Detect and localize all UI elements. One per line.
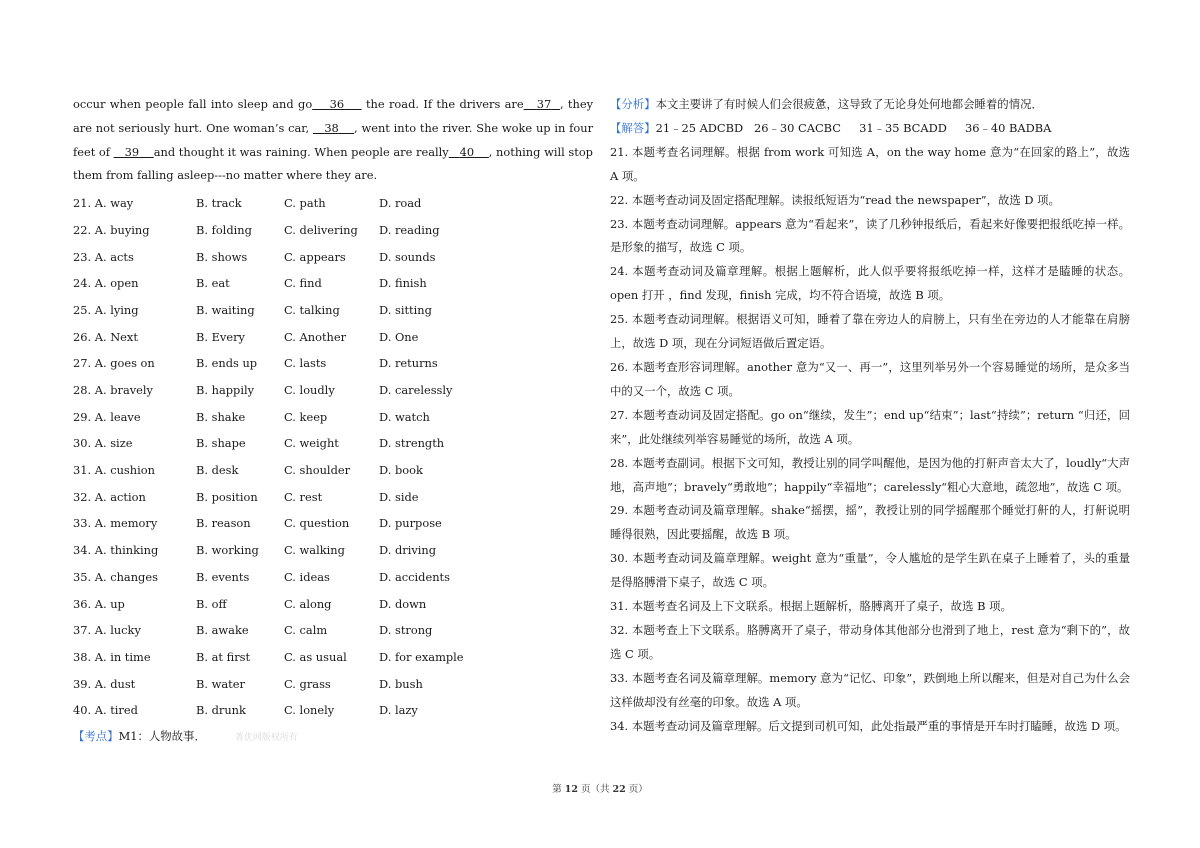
blank-40 <box>449 145 460 159</box>
option-row <box>73 297 593 324</box>
option-row <box>73 190 593 217</box>
option-b: B. shape <box>196 436 246 451</box>
option-row <box>73 350 593 377</box>
option-row <box>73 697 593 724</box>
option-b: B. off <box>196 596 227 611</box>
option-c: C. as usual <box>284 649 347 664</box>
option-d: D. carelessly <box>379 383 453 397</box>
option-row <box>73 564 593 591</box>
footer-suffix: 页） <box>625 784 648 795</box>
option-b: B. at first <box>196 649 251 664</box>
left-column <box>73 93 593 750</box>
blank-38 <box>313 121 324 135</box>
blank-37-number: 37 <box>536 97 552 111</box>
option-d: D. strength <box>379 436 445 451</box>
explanation-item: 24. 本题考查动词及篇章理解。根据上题解析，此人似乎要将报纸吃掉一样，这样才是瞌睡的状态。open 打开 ，find 发现，finish 完成，均不符合语境，故选 B 项。 <box>610 264 1130 303</box>
option-b: B. awake <box>196 623 249 638</box>
explanation-item: 33. 本题考查名词及篇章理解。memory 意为“记忆、印象”，跌倒地上所以醒来，但是对自己为什么会这样做却没有丝毫的印象。故选 A 项。 <box>610 670 1130 709</box>
passage-text: , nothing will stop them from falling asleep---no matter where they are. <box>73 144 593 183</box>
explanation-item: 30. 本题考查动词及篇章理解。weight 意为“重量”，令人尴尬的是学生趴在桌子上睡着了，头的重量是得胳膊滑下桌子，故选 C 项。 <box>610 551 1130 590</box>
option-c: C. Another <box>284 329 347 344</box>
blank-40-number: 40 <box>459 144 475 159</box>
option-b: B. waiting <box>196 302 255 317</box>
option-d: D. finish <box>379 276 427 291</box>
analysis-tag: 【分析】 <box>610 97 656 111</box>
option-row <box>73 377 593 404</box>
option-a: 32. A. action <box>73 489 146 504</box>
option-d: D. road <box>379 196 422 211</box>
option-b: B. ends up <box>196 356 258 371</box>
blank-36 <box>312 97 329 111</box>
option-b: B. happily <box>196 383 255 397</box>
explanation-item: 27. 本题考查动词及固定搭配。go on“继续，发生”；end up“结束”；last“持续”；return “归还，回来”，此处继续列举容易睡觉的场所，故选 A 项。 <box>610 407 1130 446</box>
cloze-passage <box>73 93 593 188</box>
passage-text: occur when people fall into sleep and go <box>73 97 313 111</box>
answer-key: 21﹣25 ADCBD 26﹣30 CACBC 31﹣35 BCADD 36﹣40 BADBA <box>655 120 1052 135</box>
option-c: C. find <box>284 276 322 291</box>
option-d: D. driving <box>379 543 437 558</box>
explanation-item: 21. 本题考查名词理解。根据 from work 可知选 A，on the way home 意为“在回家的路上”，故选 A 项。 <box>610 144 1130 183</box>
footer-prefix: 第 <box>552 784 565 795</box>
option-a: 23. A. acts <box>73 249 134 264</box>
option-d: D. One <box>379 329 419 344</box>
option-c: C. lasts <box>284 356 327 371</box>
blank-39-tail <box>139 145 154 159</box>
option-d: D. purpose <box>379 516 442 531</box>
option-a: 34. A. thinking <box>73 543 159 558</box>
option-d: D. for example <box>379 649 464 664</box>
option-c: C. delivering <box>284 222 358 237</box>
option-a: 35. A. changes <box>73 569 158 584</box>
option-b: B. Every <box>196 329 245 344</box>
explanation-item: 25. 本题考查动词理解。根据语义可知，睡着了靠在旁边人的肩膀上，只有坐在旁边的人才能靠在肩膀上，故选 D 项，现在分词短语做后置定语。 <box>610 312 1130 351</box>
option-c: C. path <box>284 196 326 211</box>
option-row <box>73 484 593 511</box>
kaodian-line <box>73 724 593 750</box>
answer-line <box>610 117 1130 141</box>
option-d: D. watch <box>379 409 430 424</box>
option-row <box>73 457 593 484</box>
blank-37-tail <box>551 97 560 111</box>
page-footer <box>0 781 1200 795</box>
option-a: 27. A. goes on <box>73 356 155 371</box>
analysis-line <box>610 93 1130 117</box>
option-c: C. lonely <box>284 703 335 718</box>
option-b: B. desk <box>196 463 239 478</box>
option-d: D. accidents <box>379 569 450 584</box>
option-a: 22. A. buying <box>73 222 150 237</box>
analysis-text: 本文主要讲了有时候人们会很疲惫，这导致了无论身处何地都会睡着的情况． <box>655 97 1043 111</box>
option-b: B. working <box>196 543 259 558</box>
option-c: C. weight <box>284 436 339 451</box>
option-a: 24. A. open <box>73 276 139 291</box>
watermark-text: 菁优网版权所有 <box>234 732 298 743</box>
option-row <box>73 217 593 244</box>
option-c: C. keep <box>284 409 328 424</box>
option-a: 36. A. up <box>73 596 125 611</box>
blank-39 <box>114 145 125 159</box>
option-a: 21. A. way <box>73 196 134 211</box>
option-d: D. returns <box>379 356 438 371</box>
option-c: C. walking <box>284 543 345 558</box>
page-number: 12 <box>564 784 578 795</box>
option-row <box>73 617 593 644</box>
option-a: 30. A. size <box>73 436 133 451</box>
option-d: D. reading <box>379 222 440 237</box>
explanation-item: 29. 本题考查动词及篇章理解。shake“摇摆，摇”，教授让别的同学摇醒那个睡觉打鼾的人，打鼾说明睡得很熟，因此要摇醒，故选 B 项。 <box>610 503 1130 542</box>
option-row <box>73 324 593 351</box>
option-c: C. loudly <box>284 383 335 397</box>
blank-36-tail <box>344 97 361 111</box>
explanation-item: 22. 本题考查动词及固定搭配理解。读报纸短语为“read the newspaper”，故选 D 项。 <box>610 192 1060 207</box>
option-a: 40. A. tired <box>73 703 138 718</box>
option-c: C. talking <box>284 302 340 317</box>
option-d: D. book <box>379 463 423 478</box>
option-b: B. reason <box>196 516 251 531</box>
option-b: B. track <box>196 196 242 211</box>
passage-text: and thought it was raining. When people are really <box>153 144 449 159</box>
option-d: D. strong <box>379 623 433 638</box>
option-a: 26. A. Next <box>73 329 138 344</box>
option-c: C. grass <box>284 676 331 691</box>
option-b: B. shake <box>196 409 246 424</box>
option-row <box>73 244 593 271</box>
option-c: C. appears <box>284 249 346 264</box>
passage-text: , they are not seriously hurt. One woman’s car, <box>73 97 594 135</box>
option-d: D. lazy <box>379 703 418 718</box>
option-c: C. question <box>284 516 350 531</box>
option-a: 39. A. dust <box>73 676 136 691</box>
option-c: C. rest <box>284 489 323 504</box>
page-total: 22 <box>612 784 626 795</box>
explanation-item: 28. 本题考查副词。根据下文可知，教授让别的同学叫醒他，是因为他的打鼾声音太大了，loudly“大声地，高声地”；bravely“勇敢地”；happily“幸福地”；carelessly“粗心大意地，疏忽地”，故选 C 项。 <box>610 455 1130 494</box>
explanation-item: 23. 本题考查动词理解。appears 意为“看起来”，读了几秒钟报纸后，看起来好像要把报纸吃掉一样。是形象的描写，故选 C 项。 <box>610 216 1130 255</box>
option-row <box>73 671 593 698</box>
option-c: C. along <box>284 596 332 611</box>
kaodian-text: M1：人物故事． <box>118 728 206 743</box>
option-d: D. sounds <box>379 249 436 264</box>
option-c: C. ideas <box>284 569 330 584</box>
option-c: C. calm <box>284 623 328 638</box>
passage-text: the road. If the drivers are <box>365 97 524 111</box>
blank-36-number: 36 <box>329 97 345 111</box>
blank-40-tail <box>474 145 489 159</box>
passage-text: , went into the river. She woke up in four feet of <box>73 120 594 159</box>
option-a: 29. A. leave <box>73 409 141 424</box>
option-row <box>73 404 593 431</box>
option-a: 33. A. memory <box>73 516 158 531</box>
blank-37 <box>524 97 537 111</box>
explanation-item: 31. 本题考查名词及上下文联系。根据上题解析，胳膊离开了桌子，故选 B 项。 <box>610 599 1012 614</box>
option-a: 31. A. cushion <box>73 463 155 478</box>
blank-38-number: 38 <box>324 120 339 135</box>
explanation-item: 34. 本题考查动词及篇章理解。后文提到司机可知，此处指最严重的事情是开车时打瞌睡，故选 D 项。 <box>610 718 1127 733</box>
option-row <box>73 430 593 457</box>
explanation-item: 26. 本题考查形容词理解。another 意为“又一、再一”，这里列举另外一个容易睡觉的场所，是众多当中的又一个，故选 C 项。 <box>610 359 1130 398</box>
option-a: 25. A. lying <box>73 302 139 317</box>
option-b: B. water <box>196 676 245 691</box>
blank-38-tail <box>339 121 354 135</box>
option-row <box>73 591 593 618</box>
option-row <box>73 510 593 537</box>
option-b: B. events <box>196 569 250 584</box>
options-list <box>73 190 593 724</box>
option-b: B. eat <box>196 276 230 291</box>
option-a: 28. A. bravely <box>73 383 153 397</box>
option-row <box>73 644 593 671</box>
option-a: 38. A. in time <box>73 649 151 664</box>
option-d: D. down <box>379 596 427 611</box>
right-column <box>610 93 1130 738</box>
option-b: B. shows <box>196 249 248 264</box>
option-a: 37. A. lucky <box>73 623 141 638</box>
kaodian-tag: 【考点】 <box>73 728 119 743</box>
option-d: D. bush <box>379 676 423 691</box>
blank-39-number: 39 <box>124 144 140 159</box>
option-d: D. sitting <box>379 302 432 317</box>
option-row <box>73 537 593 564</box>
option-b: B. folding <box>196 222 252 237</box>
option-d: D. side <box>379 489 419 504</box>
option-c: C. shoulder <box>284 463 351 478</box>
option-b: B. drunk <box>196 703 246 718</box>
option-row <box>73 270 593 297</box>
option-b: B. position <box>196 489 258 504</box>
footer-middle: 页（共 <box>577 784 613 795</box>
answer-tag: 【解答】 <box>610 120 656 135</box>
explanation-item: 32. 本题考查上下文联系。胳膊离开了桌子，带动身体其他部分也滑到了地上，rest 意为“剩下的”，故选 C 项。 <box>610 622 1130 661</box>
